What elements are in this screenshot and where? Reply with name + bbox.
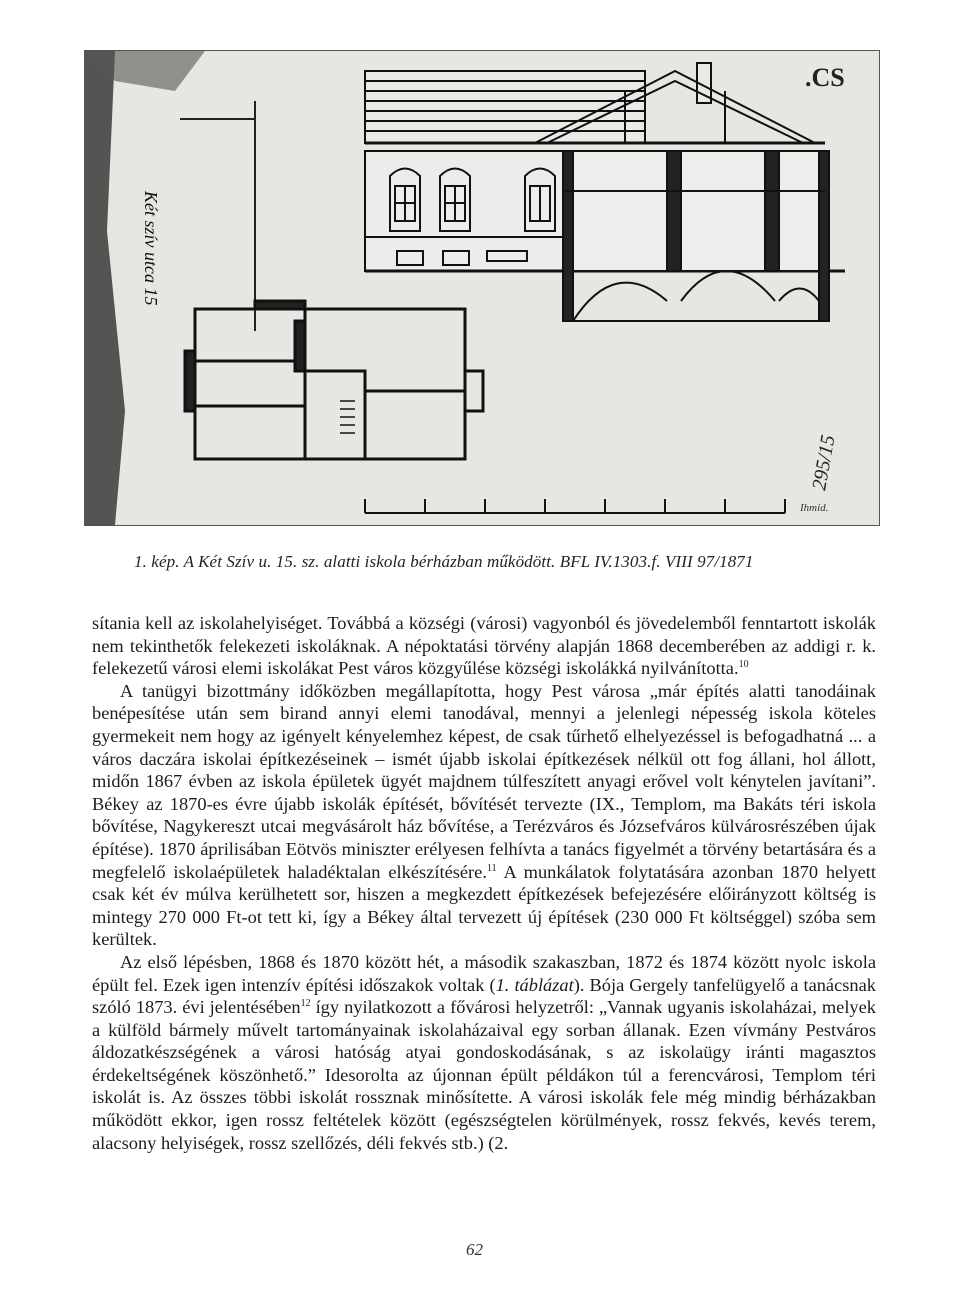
figure-caption: 1. kép. A Két Szív u. 15. sz. alatti iskola bérházban működött. BFL IV.1303.f. VIII 97/1871 [134, 552, 754, 571]
body-text [92, 612, 876, 1154]
text-run: így nyilatkozott a fővárosi helyzetről: „Vannak ugyanis iskolaházai, melyek a külföld bármely művelt tartományainak iskolaházaival egy sorban állanak. Ezen vívmány Pestváros áldozatkészségének a városi hatóság atyai gondoskodásának, s az iskolaügy iránti magasztos érdekeltségének köszönhető.” Idesorolta az újonnan épült példákon túl a ferencvárosi, Templom téri iskolát is. Az összes többi iskolát rossznak minősítette. A városi iskolák fele még mindig bérházakban működött ekkor, igen rossz feltételek között (egészségtelen körülmények, rossz fekvés, kevés terem, alacsony helyiségek, rossz szellőzés, déli fekvés stb.) (2. [92, 997, 876, 1153]
page-number: 62 [466, 1240, 483, 1259]
text-run: Az első lépésben, 1868 és 1870 között hét, a második szakaszban, 1872 és 1874 között nyolc iskola épült fel. Ezek igen intenzív építési időszakok voltak ( [92, 951, 876, 995]
text-run: ). Bója Gergely tanfelügyelő a tanácsnak szóló 1873. évi jelentésében [92, 974, 876, 1018]
footnote-ref: 11 [486, 862, 497, 874]
building-drawing [85, 51, 879, 525]
margin-note-left: Két szív utca 15 [141, 191, 161, 306]
text-run: sítania kell az iskolahelyiséget. Továbbá a községi (városi) vagyonból és jövedelemből fenntartott iskolák nem tekinthetők felekezeti iskoláknak. A népoktatási törvény alapján 1868 decemberében az addigi r. k. felekezetű városi elemi iskolákat Pest város közgyűlése községi iskolákká nyilvánította. [92, 613, 876, 679]
corner-mark: .CS [805, 63, 845, 92]
text-run: A munkálatok folytatására azonban 1870 helyett csak két év múlva kerülhetett sor, hiszen a megkezdett építkezések befejezésére előirányzott költség is mintegy 270 000 Ft-ot tett ki, így a Békey által tervezett új építések (230 000 Ft költséggel) szóba sem kerültek. [92, 861, 876, 950]
body-paragraph [92, 612, 876, 680]
text-run: A tanügyi bizottmány időközben megállapította, hogy Pest városa „már építés alatti tanodáinak benépesítése után sem birand annyi elemi tanodával, mennyi a jelenlegi népesség iskola köteles gyermekeit nem hogy az igényelt kényelemhez képest, de csak tűrhető elhelyezéssel is befogadhatná ... a város daczára iskolai építkezéseinek – ismét újabb iskolai építkezések nélkül ott fog állani, hol állott, midőn 1867 évben az iskola épületek ügyét majdnem túlfeszített anyagi erővel volt kénytelen javítani”. Békey az 1870-es évre újabb iskolák építését, bővítését tervezte (IX., Templom, ma Bakáts téri iskola bővítése, Nagykereszt utcai megvásárolt ház bővítése, a Terézváros és Józsefváros külvárosrészében újak építése). 1870 áprilisában Eötvös miniszter erélyesen felhívta a tanács figyelmét a törvény betartására és a megfelelő iskolaépületek haladéktalan elkészítésére. [92, 680, 876, 882]
archive-number: 295/15 [808, 433, 840, 492]
body-paragraph [92, 680, 876, 951]
footnote-ref: 12 [300, 997, 311, 1009]
architectural-drawing-figure [84, 50, 880, 526]
drawing-signature: Ihmid. [800, 502, 829, 514]
emphasis-text: 1. táblázat [495, 974, 574, 995]
body-paragraph [92, 951, 876, 1154]
footnote-ref: 10 [738, 659, 749, 671]
